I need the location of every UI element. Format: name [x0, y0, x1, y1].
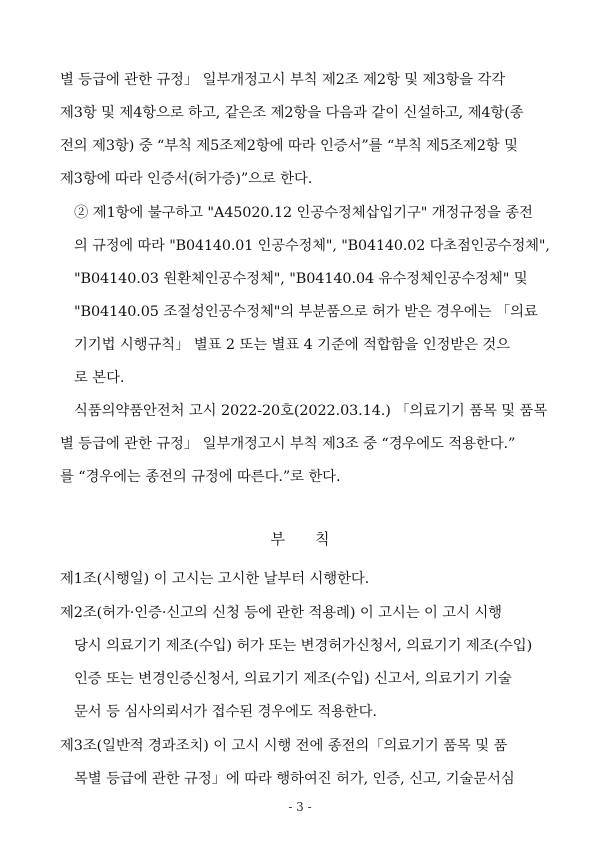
text-line: "B04140.05 조절성인공수정체"의 부분품으로 허가 받은 경우에는 「의료: [74, 304, 538, 320]
text-line: 제3항에 따라 인증서(허가증)”으로 한다.: [60, 171, 313, 187]
text-line: 로 본다.: [74, 370, 125, 386]
article-line: 목별 등급에 관한 규정」에 따라 행하여진 허가, 인증, 신고, 기술문서심: [74, 771, 515, 787]
section-heading: 부칙: [270, 530, 360, 548]
text-line: 전의 제3항) 중 “부칙 제5조제2항에 따라 인증서”를 “부칙 제5조제2항 및: [60, 138, 518, 154]
page-number: - 3 -: [288, 800, 312, 814]
text-line: 별 등급에 관한 규정」 일부개정고시 부칙 제3조 중 “경우에도 적용한다.”: [60, 436, 516, 452]
text-line: "B04140.03 원환체인공수정체", "B04140.04 유수정체인공수정체" 및: [74, 271, 528, 287]
text-line: 를 “경우에는 종전의 규정에 따른다.”로 한다.: [60, 469, 341, 485]
text-line: ② 제1항에 불구하고 "A45020.12 인공수정체삽입기구" 개정규정을 종전: [74, 205, 533, 221]
article-line: 제1조(시행일) 이 고시는 고시한 날부터 시행한다.: [60, 571, 370, 587]
article-line: 제3조(일반적 경과조치) 이 고시 시행 전에 종전의「의료기기 품목 및 품: [60, 738, 508, 754]
article-line: 당시 의료기기 제조(수입) 허가 또는 변경허가신청서, 의료기기 제조(수입): [74, 638, 533, 654]
text-line: 별 등급에 관한 규정」 일부개정고시 부칙 제2조 제2항 및 제3항을 각각: [60, 72, 506, 88]
article-line: 제2조(허가·인증·신고의 신청 등에 관한 적용례) 이 고시는 이 고시 시행: [60, 605, 502, 621]
text-line: 의 규정에 따라 "B04140.01 인공수정체", "B04140.02 다초점인공수정체",: [74, 238, 550, 254]
article-line: 인증 또는 변경인증신청서, 의료기기 제조(수입) 신고서, 의료기기 기술: [74, 671, 512, 687]
text-line: 제3항 및 제4항으로 하고, 같은조 제2항을 다음과 같이 신설하고, 제4항(종: [60, 105, 524, 121]
text-line: 식품의약품안전처 고시 2022-20호(2022.03.14.) 「의료기기 품목 및 품목: [74, 403, 548, 419]
text-line: 기기법 시행규칙」 별표 2 또는 별표 4 기준에 적합함을 인정받은 것으: [74, 337, 510, 353]
article-line: 문서 등 심사의뢰서가 접수된 경우에도 적용한다.: [74, 704, 377, 720]
